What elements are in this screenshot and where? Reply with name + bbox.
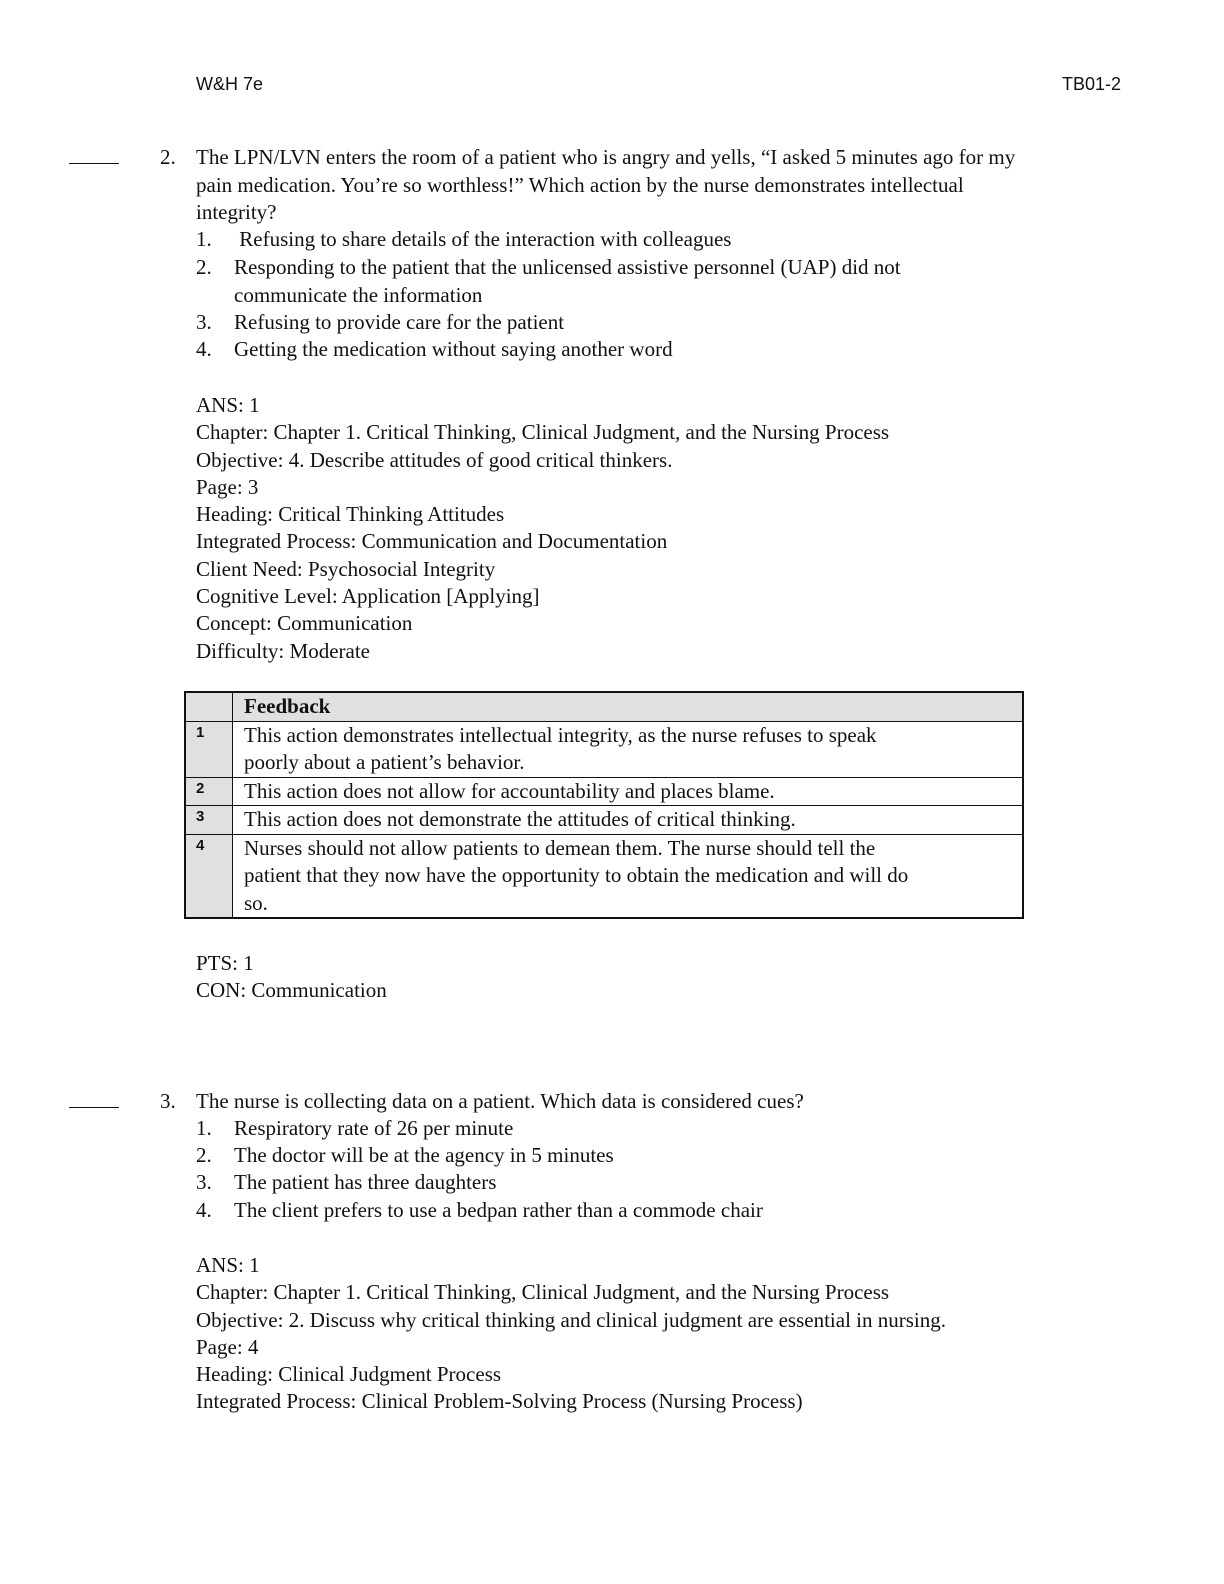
feedback-row [185,777,1023,806]
question-metadata [196,1252,1096,1416]
option-line: communicate the information [234,282,483,307]
chapter: Chapter: Chapter 1. Critical Thinking, Clinical Judgment, and the Nursing Process [196,1280,890,1305]
feedback-row [185,834,1023,918]
chapter: Chapter: Chapter 1. Critical Thinking, Clinical Judgment, and the Nursing Process [196,420,890,445]
option-number: 2. [196,1143,212,1167]
option-text: Respiratory rate of 26 per minute [234,1116,514,1140]
question-points [196,950,1096,1005]
feedback-table [184,691,1024,919]
feedback-row-number: 2 [185,777,233,806]
feedback-text: This action does not allow for accountability and places blame. [233,777,1024,806]
feedback-row-number: 3 [185,806,233,835]
stem-line: integrity? [196,200,277,224]
option-text: Refusing to share details of the interaction with colleagues [234,227,732,251]
option-number: 4. [196,1198,212,1222]
question-number: 3. [160,1089,176,1113]
feedback-row [185,806,1023,835]
option-text: Getting the medication without saying another word [234,337,673,361]
cognitive-level: Cognitive Level: Application [Applying] [196,584,540,609]
question-number: 2. [160,145,176,169]
header-right: TB01-2 [1062,74,1122,94]
feedback-row-number: 4 [185,834,233,918]
answer-key: ANS: 1 [196,1253,260,1277]
option-text [234,254,1034,309]
page-ref: Page: 3 [196,474,259,499]
feedback-header-row [185,692,1023,721]
option-text: The patient has three daughters [234,1170,497,1194]
stem-line: The LPN/LVN enters the room of a patient who is angry and yells, “I asked 5 minutes ago for my [196,145,1016,169]
option-text: The doctor will be at the agency in 5 minutes [234,1143,614,1167]
feedback-row [185,721,1023,777]
integrated-process: Integrated Process: Clinical Problem-Solving Process (Nursing Process) [196,1389,803,1414]
option-text: Refusing to provide care for the patient [234,310,565,334]
feedback-text [233,721,1024,777]
feedback-header-blank [185,692,233,721]
integrated-process: Integrated Process: Communication and Documentation [196,529,668,554]
question-stem: The nurse is collecting data on a patient. Which data is considered cues? [196,1089,804,1113]
client-need: Client Need: Psychosocial Integrity [196,556,496,581]
answer-blank[interactable] [69,163,119,164]
feedback-line: This action demonstrates intellectual integrity, as the nurse refuses to speak [244,722,877,747]
difficulty: Difficulty: Moderate [196,638,370,663]
option-number: 4. [196,337,212,361]
objective: Objective: 4. Describe attitudes of good critical thinkers. [196,447,673,472]
option-number: 3. [196,1170,212,1194]
con: CON: Communication [196,978,387,1003]
answer-blank[interactable] [69,1107,119,1108]
question-stem [196,144,1136,227]
heading: Heading: Clinical Judgment Process [196,1362,502,1387]
feedback-line: Nurses should not allow patients to demean them. The nurse should tell the [244,835,876,860]
stem-line: pain medication. You’re so worthless!” Which action by the nurse demonstrates intellectual [196,172,964,197]
feedback-text: This action does not demonstrate the attitudes of critical thinking. [233,806,1024,835]
feedback-line: so. [244,890,268,915]
option-number: 1. [196,227,212,251]
option-number: 1. [196,1116,212,1140]
concept: Concept: Communication [196,611,413,636]
points: PTS: 1 [196,951,254,975]
option-text: The client prefers to use a bedpan rather than a commode chair [234,1198,763,1222]
feedback-header: Feedback [233,692,1024,721]
option-line: Responding to the patient that the unlicensed assistive personnel (UAP) did not [234,255,901,279]
heading: Heading: Critical Thinking Attitudes [196,502,505,527]
objective: Objective: 2. Discuss why critical thinking and clinical judgment are essential in nursing. [196,1307,946,1332]
feedback-text [233,834,1024,918]
option-number: 3. [196,310,212,334]
header-left: W&H 7e [196,74,264,94]
answer-key: ANS: 1 [196,393,260,417]
feedback-line: poorly about a patient’s behavior. [244,750,525,774]
feedback-line: patient that they now have the opportunity to obtain the medication and will do [244,863,909,887]
page-ref: Page: 4 [196,1334,259,1359]
feedback-row-number: 1 [185,721,233,777]
option-number: 2. [196,255,212,279]
question-metadata [196,392,1096,665]
